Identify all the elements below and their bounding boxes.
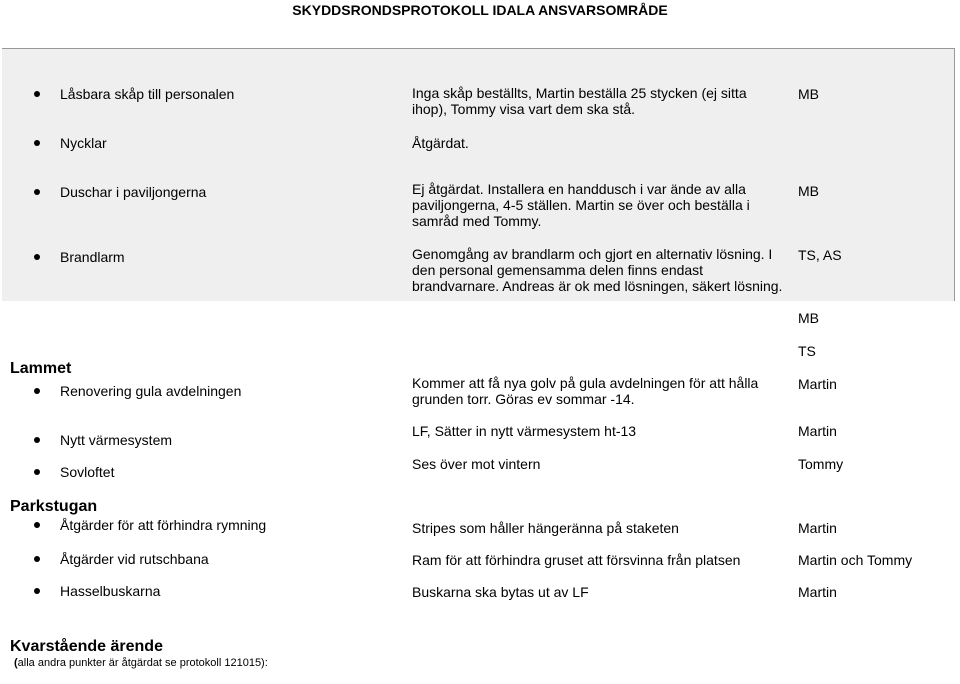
item-description: Genomgång av brandlarm och gjort en alternativ lösning. I den personal gemensamma delen finns endast brandvarnare. Andreas är ok med lösningen, säkert lösning.	[412, 246, 783, 294]
list-item: Sovloftet	[60, 464, 114, 480]
responsible: TS	[798, 343, 816, 359]
item-description: Åtgärdat.	[412, 135, 469, 151]
bullet-icon	[34, 91, 40, 97]
item-description: LF, Sätter in nytt värmesystem ht-13	[412, 423, 637, 439]
responsible: Martin	[798, 376, 837, 392]
responsible: Martin	[798, 584, 837, 600]
responsible: Tommy	[798, 456, 844, 472]
responsible: MB	[798, 183, 819, 199]
pending-heading: Kvarstående ärende	[10, 638, 163, 655]
responsible: Martin och Tommy	[798, 552, 913, 568]
responsible: MB	[798, 310, 819, 326]
item-description: Ses över mot vintern	[412, 456, 541, 472]
item-description: Inga skåp beställts, Martin beställa 25 stycken (ej sitta ihop), Tommy visa vart dem ska stå.	[412, 85, 747, 117]
bullet-icon	[34, 469, 40, 475]
bullet-icon	[34, 388, 40, 394]
bullet-icon	[34, 437, 40, 443]
list-item: Nycklar	[60, 135, 107, 151]
responsible: Martin	[798, 520, 837, 536]
bullet-icon	[34, 254, 40, 260]
bullet-icon	[34, 588, 40, 594]
list-item: Duschar i paviljongerna	[60, 184, 206, 200]
bullet-icon	[34, 522, 40, 528]
responsible: TS, AS	[798, 247, 842, 263]
item-description: Ej åtgärdat. Installera en handdusch i var ände av alla paviljongerna, 4-5 ställen. Martin se över och beställa i samråd med Tommy.	[412, 181, 750, 229]
list-item: Åtgärder vid rutschbana	[60, 551, 209, 567]
item-description: Ram för att förhindra gruset att försvinna från platsen	[412, 552, 741, 568]
bullet-icon	[34, 189, 40, 195]
list-item: Åtgärder för att förhindra rymning	[60, 517, 266, 533]
list-item: Hasselbuskarna	[60, 583, 160, 599]
bullet-icon	[34, 556, 40, 562]
responsible: MB	[798, 86, 819, 102]
list-item: Låsbara skåp till personalen	[60, 86, 234, 102]
section-heading-parkstugan: Parkstugan	[10, 498, 98, 515]
item-description: Stripes som håller hängeränna på staketen	[412, 520, 679, 536]
responsible: Martin	[798, 423, 837, 439]
item-description: Buskarna ska bytas ut av LF	[412, 584, 589, 600]
pending-note: (alla andra punkter är åtgärdat se protokoll 121015):	[14, 657, 268, 669]
document-title: SKYDDSRONDSPROTOKOLL IDALA ANSVARSOMRÅDE	[292, 2, 668, 18]
list-item: Nytt värmesystem	[60, 432, 172, 448]
section-heading-lammet: Lammet	[10, 360, 72, 377]
item-description: Kommer att få nya golv på gula avdelningen för att hålla grunden torr. Göras ev sommar -14.	[412, 375, 759, 407]
list-item: Brandlarm	[60, 249, 125, 265]
list-item: Renovering gula avdelningen	[60, 383, 241, 399]
bullet-icon	[34, 140, 40, 146]
